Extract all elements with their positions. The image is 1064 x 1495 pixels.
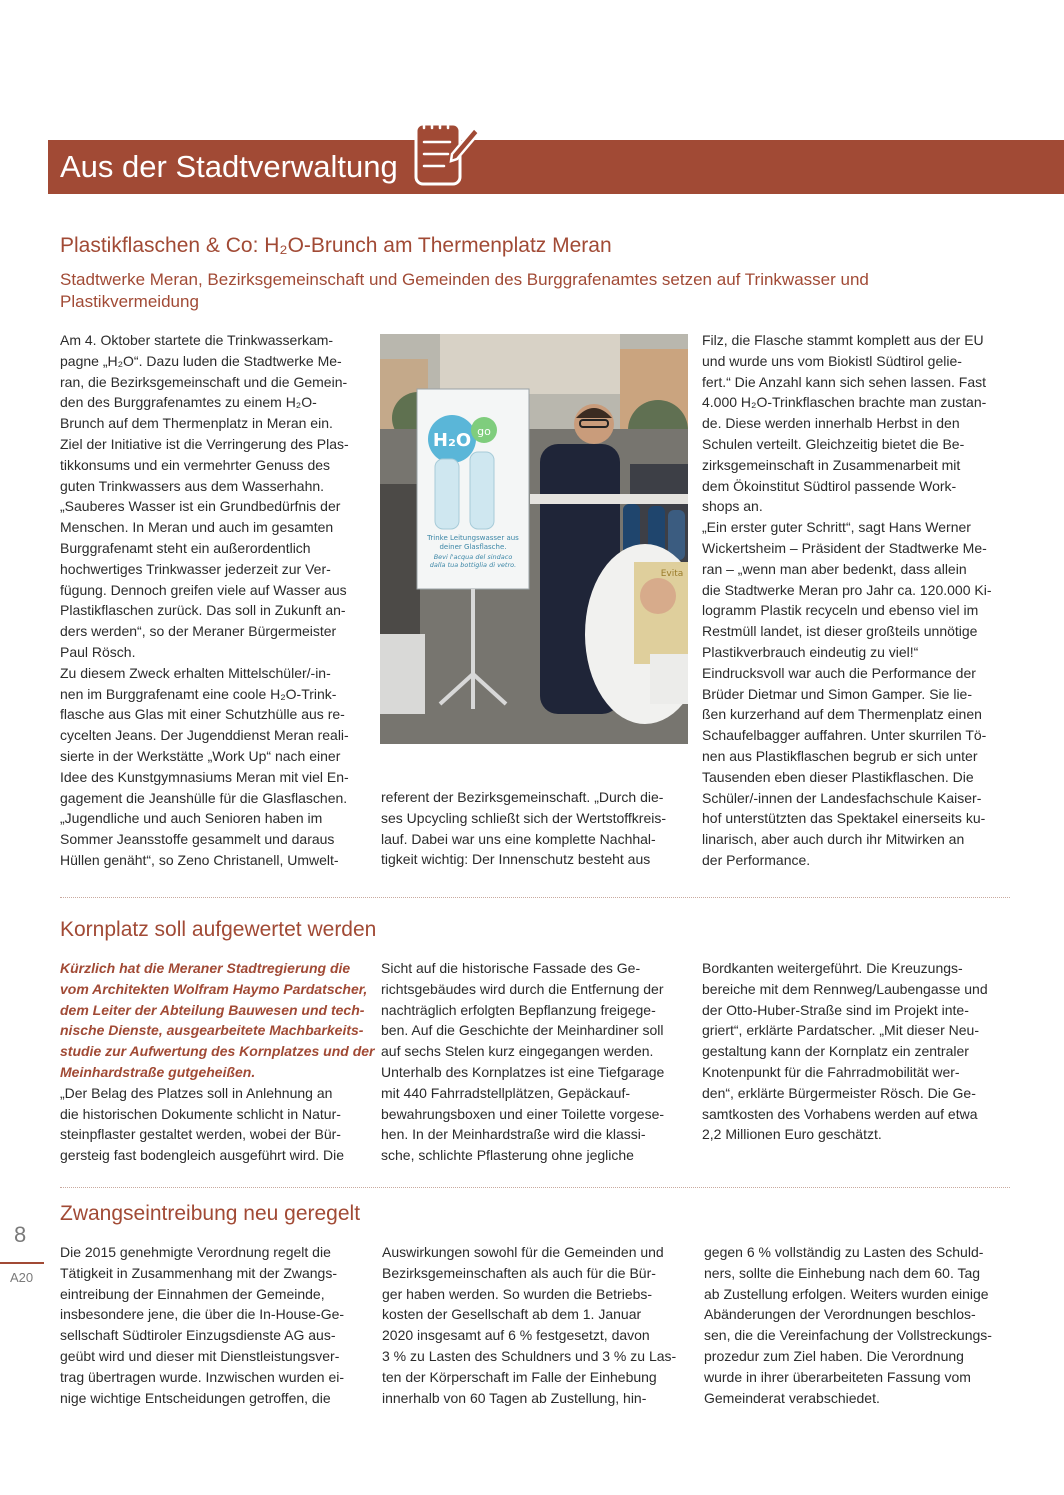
text-line: Wickertsheim – Präsident der Stadtwerke Me- xyxy=(702,539,987,556)
text-line: Meinhardstraße gutgeheißen. xyxy=(60,1063,256,1080)
article3-column-3 xyxy=(704,1242,1016,1408)
text-line: tikkonsums und ein vermehrter Genuss des xyxy=(60,456,331,473)
text-line: ses Upcycling schließt sich der Wertstoffkreis- xyxy=(381,809,667,826)
text-line: lauf. Dabei war uns eine komplette Nachhal- xyxy=(381,830,656,847)
article-title-plastikflaschen: Plastikflaschen & Co: H₂O-Brunch am Thermenplatz Meran xyxy=(60,234,612,257)
text-line: 2020 insgesamt auf 6 % festgesetzt, davon xyxy=(382,1327,650,1344)
text-line: Schulen verteilt. Gleichzeitig bietet die Be- xyxy=(702,435,965,452)
text-line: guten Trinkwassers aus dem Wasserhahn. xyxy=(60,477,325,494)
event-photo xyxy=(380,334,688,744)
article2-column-2 xyxy=(381,958,693,1166)
text-line: fügung. Dennoch greifen viele auf Wasser aus xyxy=(60,581,347,598)
text-line: ten der Körperschaft im Falle der Einhebung xyxy=(382,1368,657,1385)
text-line: Paul Rösch. xyxy=(60,643,136,660)
text-line: Tausenden eben dieser Plastikflaschen. Die xyxy=(702,768,974,785)
poster-line-4: dalla tua bottiglia di vetro. xyxy=(429,561,517,569)
text-line: Unterhalb des Kornplatzes ist eine Tiefgarage xyxy=(381,1063,665,1080)
text-line: Idee des Kunstgymnasiums Meran mit viel En- xyxy=(60,768,349,785)
text-line: Plastikflaschen zurück. Das soll in Zukunft an- xyxy=(60,602,346,619)
text-line: den“, erklärte Bürgermeister Rösch. Die Ge- xyxy=(702,1084,976,1101)
text-line: sellschaft Südtiroler Einzugsdienste AG aus- xyxy=(60,1327,336,1344)
text-line: sen, die die Vereinfachung der Vollstreckungs- xyxy=(704,1327,992,1344)
text-line: den des Burggrafenamtes zu einem H₂O- xyxy=(60,394,317,411)
text-line: Tätigkeit in Zusammenhang mit der Zwangs- xyxy=(60,1264,337,1281)
poster-logo: H₂O xyxy=(432,430,472,451)
text-line: die historischen Dokumente schlicht in Natur- xyxy=(60,1105,341,1122)
text-line: Schaufelbagger auffahren. Unter skurrilen Tö- xyxy=(702,727,987,744)
text-line: sierte in der Werkstätte „Work Up“ nach einer xyxy=(60,747,341,764)
poster-logo-small: go xyxy=(477,425,491,438)
text-line: Brunch auf dem Thermenplatz in Meran ein. xyxy=(60,415,333,432)
text-line: ders werden“, so der Meraner Bürgermeister xyxy=(60,623,337,640)
text-line: trag übertragen wurde. Inzwischen wurden ei- xyxy=(60,1368,345,1385)
text-line: gagement die Jeanshülle für die Glasflaschen. xyxy=(60,789,348,806)
text-line: richtsgebäudes wird durch die Entfernung der xyxy=(381,980,664,997)
article1-column-2 xyxy=(381,787,689,870)
text-line: de. Diese werden innerhalb Herbst in den xyxy=(702,415,960,432)
text-line: und wurde uns vom Biokistl Südtirol gelie- xyxy=(702,352,962,369)
article2-column-3 xyxy=(702,958,1014,1145)
text-line: 2,2 Millionen Euro geschätzt. xyxy=(702,1126,882,1143)
text-line: nachträglich erfolgten Bepflanzung freigege- xyxy=(381,1001,656,1018)
text-line: bereiche mit dem Rennweg/Laubengasse und xyxy=(702,980,988,997)
text-line: studie zur Aufwertung des Kornplatzes und der xyxy=(60,1043,375,1060)
text-line: Auswirkungen sowohl für die Gemeinden und xyxy=(382,1244,664,1260)
text-line: linarisch, aber auch durch ihr Mitwirken an xyxy=(702,831,965,848)
text-line: dem Ökoinstitut Südtirol passende Work- xyxy=(702,477,957,494)
page-number-rule xyxy=(0,1262,44,1264)
text-line: Am 4. Oktober startete die Trinkwasserkam- xyxy=(60,332,334,348)
article-divider xyxy=(60,897,1010,898)
small-poster-text: Evita xyxy=(660,569,684,579)
text-line: Knotenpunkt für die Fahrradmobilität wer- xyxy=(702,1063,960,1080)
text-line: Kürzlich hat die Meraner Stadtregierung die xyxy=(60,960,351,976)
text-line: „Ein erster guter Schritt“, sagt Hans Werner xyxy=(702,519,971,536)
text-line: bewahrungsboxen und einer Toilette vorgese- xyxy=(381,1105,665,1122)
text-line: „Sauberes Wasser ist ein Grundbedürfnis der xyxy=(60,498,341,515)
text-line: Ziel der Initiative ist die Verringerung des Plas- xyxy=(60,435,349,452)
text-line: samtkosten des Vorhabens werden auf etwa xyxy=(702,1105,978,1122)
article-title-zwangseintreibung: Zwangseintreibung neu geregelt xyxy=(60,1202,361,1225)
text-line: innerhalb von 60 Tagen ab Zustellung, hin- xyxy=(382,1389,647,1406)
page-code: A20 xyxy=(10,1270,34,1285)
text-line: der Otto-Huber-Straße sind im Projekt inte- xyxy=(702,1001,969,1018)
text-line: Bezirksgemeinschaften als auch für die Bür- xyxy=(382,1264,656,1281)
text-line: fert.“ Die Anzahl kann sich sehen lassen. Fast xyxy=(702,373,987,390)
text-line: Plastikverbrauch eindeutig zu viel!“ xyxy=(702,643,919,660)
text-line: nige wichtige Entscheidungen getroffen, die xyxy=(60,1389,331,1406)
text-line: referent der Bezirksgemeinschaft. „Durch die- xyxy=(381,789,664,805)
text-line: gersteig fast bodengleich ausgeführt wird. Die xyxy=(60,1147,345,1164)
text-line: ab Zustellung erfolgen. Weiters wurden einige xyxy=(704,1285,989,1302)
poster-line-2: deiner Glasflasche. xyxy=(439,543,507,551)
text-line: der Performance. xyxy=(702,851,811,868)
text-line: sche, schlichte Pflasterung ohne jegliche xyxy=(381,1147,634,1164)
text-line: shops an. xyxy=(702,498,763,515)
text-line: 4.000 H₂O-Trinkflaschen brachte man zustan- xyxy=(702,394,987,411)
text-line: Brüder Dietmar und Simon Gamper. Sie lie- xyxy=(702,685,972,702)
text-line: hof unterstützten das Spektakel einerseits ku- xyxy=(702,810,986,827)
page-number: 8 xyxy=(14,1222,27,1247)
text-line: dem Leiter der Abteilung Bauwesen und tech- xyxy=(60,1001,365,1018)
poster-line-1: Trinke Leitungswasser aus xyxy=(427,534,519,542)
article-subtitle-plastikflaschen: Stadtwerke Meran, Bezirksgemeinschaft und Gemeinden des Burggrafenamtes setzen auf Trinkwasser und Plastikvermeidung xyxy=(60,270,869,311)
text-line: ran, die Bezirksgemeinschaft und die Gemein- xyxy=(60,373,348,390)
text-line: nen im Burggrafenamt eine coole H₂O-Trink- xyxy=(60,685,337,702)
text-line: eintreibung der Einnahmen der Gemeinde, xyxy=(60,1285,325,1302)
text-line: ßen kurzerhand auf dem Thermenplatz einen xyxy=(702,706,982,723)
text-line: auf sechs Stelen kurz eingegangen werden. xyxy=(381,1043,654,1060)
text-line: Zu diesem Zweck erhalten Mittelschüler/-in- xyxy=(60,664,331,681)
text-line: insbesondere jene, die über die In-House-Ge- xyxy=(60,1306,345,1323)
text-line: vom Architekten Wolfram Haymo Pardatscher, xyxy=(60,980,368,997)
text-line: Restmüll landet, ist dieser großteils unnötige xyxy=(702,623,978,640)
article3-column-1 xyxy=(60,1242,372,1408)
text-line: ners, sollte die Einhebung nach dem 60. Tag xyxy=(704,1264,981,1281)
section-banner xyxy=(48,140,1064,194)
poster-line-3: Bevi l'acqua del sindaco xyxy=(433,553,513,561)
text-line: geübt wird und dieser mit Dienstleistungsver- xyxy=(60,1347,340,1364)
text-line: Filz, die Flasche stammt komplett aus der EU xyxy=(702,332,984,348)
text-line: gestaltung kann der Kornplatz ein zentraler xyxy=(702,1043,969,1060)
article3-column-2 xyxy=(382,1242,694,1408)
text-line: Menschen. In Meran und auch im gesamten xyxy=(60,519,334,536)
text-line: pagne „H₂O“. Dazu luden die Stadtwerke Me- xyxy=(60,352,342,369)
text-line: „Jugendliche und auch Senioren haben im xyxy=(60,810,323,827)
text-line: Sicht auf die historische Fassade des Ge- xyxy=(381,960,641,976)
text-line: gegen 6 % vollständig zu Lasten des Schuld- xyxy=(704,1244,984,1260)
text-line: logramm Plastik recyceln und ebenso viel im xyxy=(702,602,979,619)
article1-column-3 xyxy=(702,330,1014,871)
text-line: flasche aus Glas mit einer Schutzhülle aus re- xyxy=(60,706,345,723)
text-line: Sommer Jeansstoffe gesammelt und daraus xyxy=(60,831,335,848)
text-line: mit 440 Fahrradstellplätzen, Gepäckauf- xyxy=(381,1084,631,1101)
text-line: Eindrucksvoll war auch die Performance der xyxy=(702,664,976,681)
text-line: ger haben werden. So wurden die Betriebs- xyxy=(382,1285,653,1302)
text-line: Abänderungen der Verordnungen beschlos- xyxy=(704,1306,976,1323)
text-line: Hüllen genäht“, so Zeno Christanell, Umwelt- xyxy=(60,851,339,868)
text-line: zirksgemeinschaft in Zusammenarbeit mit xyxy=(702,456,961,473)
clipboard-pencil-icon xyxy=(408,110,482,192)
text-line: Schüler/-innen der Landesfachschule Kaiser- xyxy=(702,789,982,806)
text-line: steinpflaster gestaltet werden, wobei der Bür- xyxy=(60,1126,341,1143)
event-photo-illustration xyxy=(380,334,688,744)
text-line: 3 % zu Lasten des Schuldners und 3 % zu Las- xyxy=(382,1347,677,1364)
text-line: nen aus Plastikflaschen begrub er sich unter xyxy=(702,747,978,764)
text-line: wurde in ihrer überarbeiteten Fassung vom xyxy=(704,1368,971,1385)
text-line: Gemeinderat verabschiedet. xyxy=(704,1389,880,1406)
text-line: kosten der Gesellschaft ab dem 1. Januar xyxy=(382,1306,642,1323)
article-divider xyxy=(60,1187,1010,1188)
text-line: prozedur zum Ziel haben. Die Verordnung xyxy=(704,1347,964,1364)
article1-column-1 xyxy=(60,330,370,871)
text-line: nische Dienste, ausgearbeitete Machbarkeits- xyxy=(60,1022,364,1039)
text-line: ran – „wenn man aber bedenkt, dass allein xyxy=(702,560,967,577)
text-line: Burggrafenamt steht ein außerordentlich xyxy=(60,539,311,556)
text-line: „Der Belag des Platzes soll in Anlehnung an xyxy=(60,1084,333,1101)
text-line: die Stadtwerke Meran pro Jahr ca. 120.000 Ki- xyxy=(702,581,992,598)
article2-column-1 xyxy=(60,958,375,1166)
text-line: Die 2015 genehmigte Verordnung regelt die xyxy=(60,1244,331,1260)
text-line: hen. In der Meinhardstraße wird die klassi- xyxy=(381,1126,646,1143)
text-line: ben. Auf die Geschichte der Meinhardiner soll xyxy=(381,1022,664,1039)
text-line: tigkeit wichtig: Der Innenschutz besteht aus xyxy=(381,851,651,868)
text-line: griert“, erklärte Pardatscher. „Mit dieser Neu- xyxy=(702,1022,979,1039)
section-title: Aus der Stadtverwaltung xyxy=(60,149,398,184)
text-line: Bordkanten weitergeführt. Die Kreuzungs- xyxy=(702,960,963,976)
text-line: hochwertiges Trinkwasser jederzeit zur Ver- xyxy=(60,560,331,577)
article-title-kornplatz: Kornplatz soll aufgewertet werden xyxy=(60,918,377,941)
text-line: cycelten Jeans. Der Jugenddienst Meran reali- xyxy=(60,727,349,744)
